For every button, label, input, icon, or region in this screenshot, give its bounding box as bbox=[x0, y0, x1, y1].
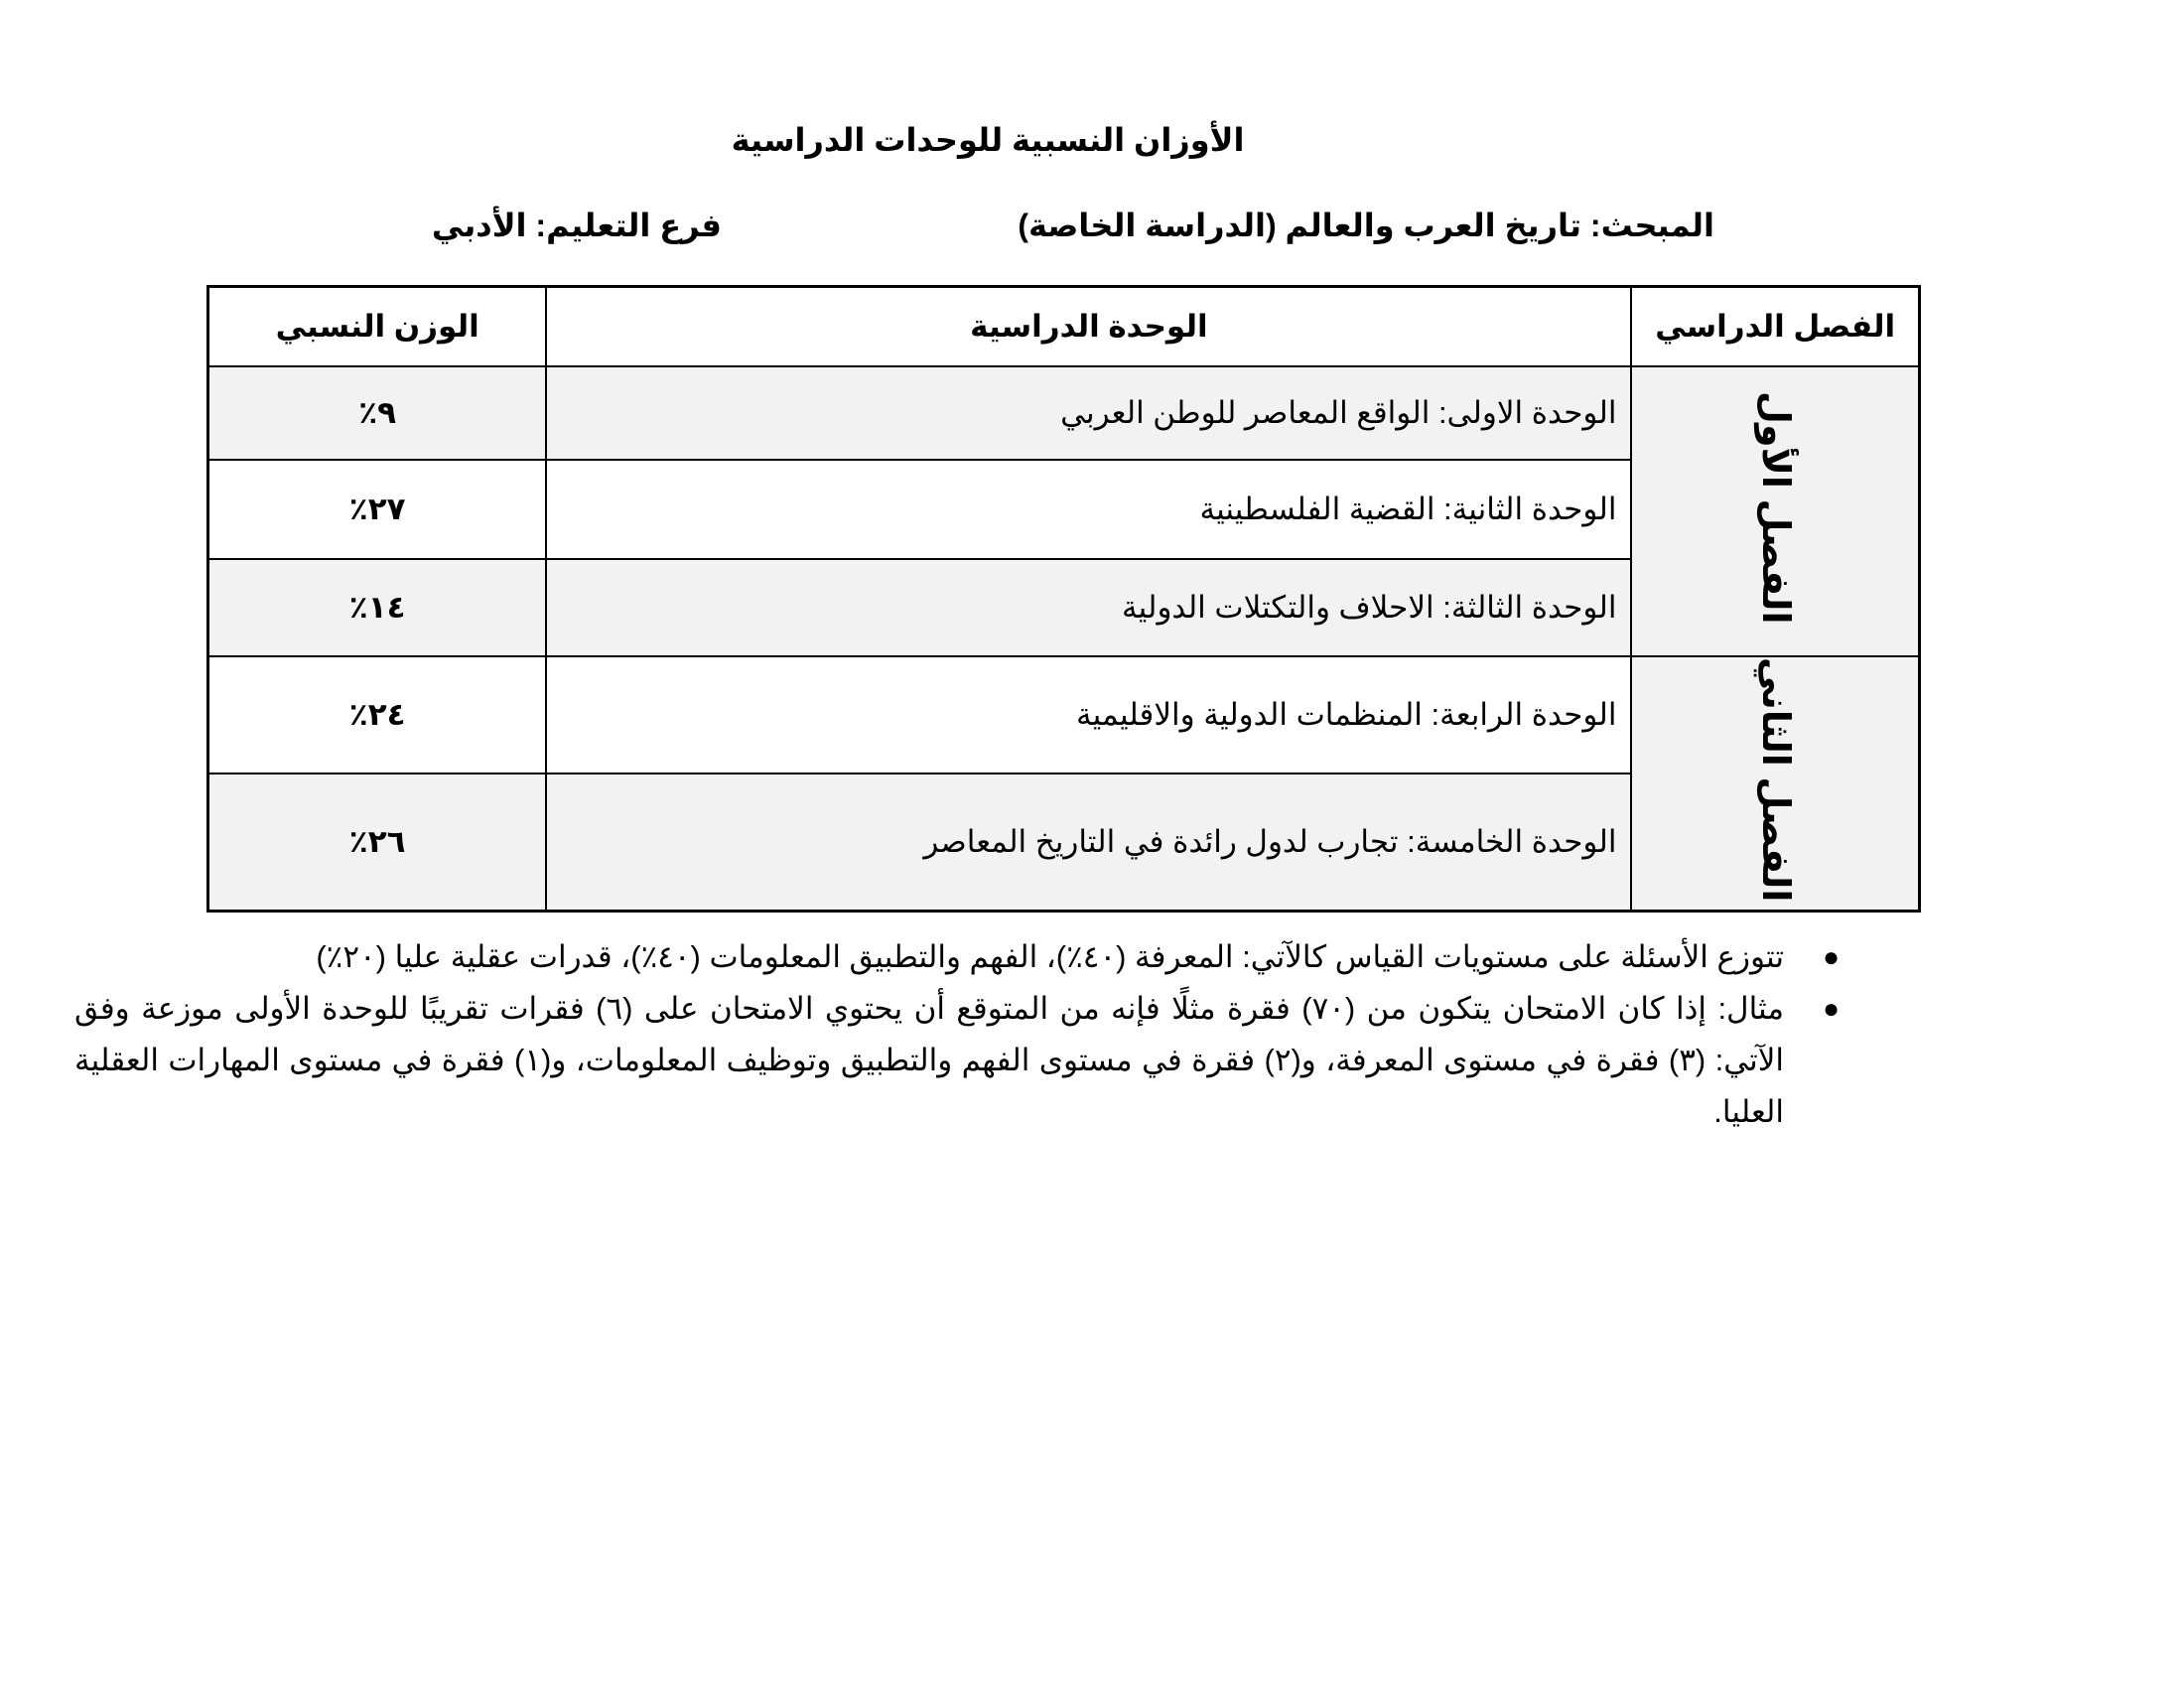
note-text: تتوزع الأسئلة على مستويات القياس كالآتي: المعرفة (٤٠٪)، الفهم والتطبيق المعلومات (٤٠٪)، قدرات عقلية عليا (٢٠٪) bbox=[316, 939, 1784, 974]
table-header-row bbox=[208, 287, 1920, 367]
subject-label: المبحث: تاريخ العرب والعالم (الدراسة الخاصة) bbox=[1018, 208, 1714, 243]
unit-cell: الوحدة الثالثة: الاحلاف والتكتلات الدولية bbox=[546, 559, 1631, 656]
semester-second-label: الفصل الثاني bbox=[1754, 657, 1797, 903]
unit-cell: الوحدة الخامسة: تجارب لدول رائدة في التاريخ المعاصر bbox=[546, 774, 1631, 912]
unit-cell: الوحدة الاولى: الواقع المعاصر للوطن العربي bbox=[546, 366, 1631, 460]
weight-cell: ٢٦٪ bbox=[208, 774, 547, 912]
weight-cell: ٢٤٪ bbox=[208, 656, 547, 774]
bullet-icon: ● bbox=[1823, 993, 1840, 1024]
semester-first-cell bbox=[1631, 366, 1919, 656]
list-item bbox=[74, 931, 1842, 983]
unit-cell: الوحدة الثانية: القضية الفلسطينية bbox=[546, 460, 1631, 559]
page-title bbox=[0, 121, 2184, 159]
header-weight: الوزن النسبي bbox=[208, 287, 547, 367]
header-semester: الفصل الدراسي bbox=[1631, 287, 1919, 367]
list-item bbox=[74, 983, 1842, 1138]
table-row bbox=[208, 656, 1920, 774]
title-text: الأوزان النسبية للوحدات الدراسية bbox=[731, 122, 1245, 158]
branch-label: فرع التعليم: الأدبي bbox=[431, 208, 722, 243]
weights-table bbox=[206, 285, 1921, 913]
weight-cell: ٩٪ bbox=[208, 366, 547, 460]
weight-cell: ١٤٪ bbox=[208, 559, 547, 656]
table-row bbox=[208, 366, 1920, 460]
bullet-icon: ● bbox=[1823, 941, 1840, 972]
semester-first-label: الفصل الأول bbox=[1754, 390, 1797, 625]
semester-second-cell bbox=[1631, 656, 1919, 912]
note-text: مثال: إذا كان الامتحان يتكون من (٧٠) فقرة مثلًا فإنه من المتوقع أن يحتوي الامتحان على (٦) فقرات تقريبًا للوحدة الأولى موزعة وفق الآتي: (٣) فقرة في مستوى المعرفة، و(٢) فقرة في مستوى الفهم والتطبيق وتوظيف المعلومات، و(١) فقرة في مستوى المهارات العقلية العليا. bbox=[74, 991, 1784, 1129]
header-unit: الوحدة الدراسية bbox=[546, 287, 1631, 367]
weight-cell: ٢٧٪ bbox=[208, 460, 547, 559]
notes-list bbox=[74, 931, 1842, 1138]
unit-cell: الوحدة الرابعة: المنظمات الدولية والاقليمية bbox=[546, 656, 1631, 774]
